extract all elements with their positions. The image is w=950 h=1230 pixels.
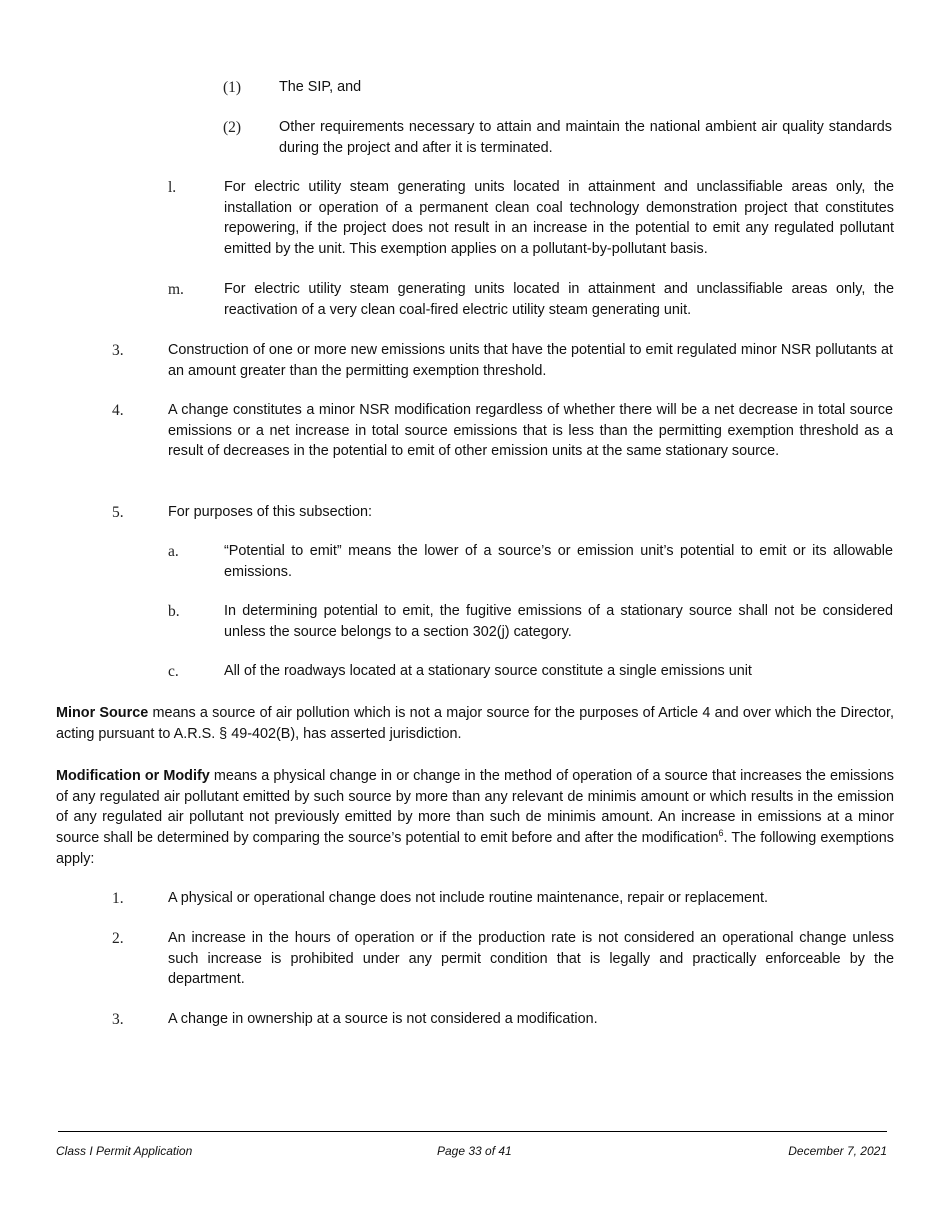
list-item [112, 1009, 894, 1030]
footnote-reference[interactable]: 6 [718, 828, 724, 839]
footer-divider [58, 1131, 887, 1132]
list-item-text: Construction of one or more new emissions units that have the potential to emit regulated minor NSR pollutants at an amount greater than the permitting exemption threshold. [168, 342, 893, 379]
list-item-text: “Potential to emit” means the lower of a source’s or emission unit’s potential to emit or its allowable emissions. [224, 543, 893, 580]
list-marker: 5. [112, 504, 124, 521]
list-marker: b. [168, 603, 180, 620]
list-marker: 4. [112, 402, 124, 419]
definition-text: means a physical change in or change in the method of operation of a source that increases the emissions of any regulated air pollutant emitted by such source by more than any relevant de minimis amount or which results in the emission of any regulated air pollutant not previously emitted by more than such de minimis amount. An increase in emissions at a minor source shall be determined by comparing the source’s potential to emit before and after the modification [56, 768, 894, 847]
list-marker: c. [168, 663, 179, 680]
list-item [168, 661, 893, 682]
list-item-text: An increase in the hours of operation or if the production rate is not considered an operational change unless such increase is prohibited under any permit condition that is legally and practically enforceable by the department. [168, 930, 894, 988]
definition-text-tail: . The following exemptions apply: [56, 830, 894, 867]
list-marker: a. [168, 543, 179, 560]
list-item [112, 502, 893, 523]
definition-text: means a source of air pollution which is not a major source for the purposes of Article 4 and over which the Director, acting pursuant to A.R.S. § 49-402(B), has asserted jurisdiction. [56, 705, 895, 742]
list-item-text: For electric utility steam generating units located in attainment and unclassifiable areas only, the reactivation of a very clean coal-fired electric utility steam generating unit. [224, 281, 894, 318]
list-marker: m. [168, 281, 184, 298]
list-marker: 2. [112, 930, 124, 947]
list-item [223, 77, 892, 98]
list-item-text: Other requirements necessary to attain and maintain the national ambient air quality standards during the project and after it is terminated. [279, 119, 892, 156]
list-item [168, 541, 893, 582]
list-item-text: All of the roadways located at a stationary source constitute a single emissions unit [224, 663, 752, 679]
definition-term: Modification or Modify [56, 768, 210, 784]
list-marker: 3. [112, 1011, 124, 1028]
list-marker: l. [168, 179, 177, 196]
list-item-text: In determining potential to emit, the fugitive emissions of a stationary source shall not be considered unless the source belongs to a section 302(j) category. [224, 603, 893, 640]
list-item [168, 279, 894, 320]
footer-date: December 7, 2021 [788, 1144, 887, 1158]
list-item-text: A change in ownership at a source is not considered a modification. [168, 1011, 598, 1027]
list-marker: 3. [112, 342, 124, 359]
list-marker: (2) [223, 119, 242, 136]
list-item [112, 340, 893, 381]
footer-page-number: Page 33 of 41 [437, 1144, 512, 1158]
list-item-text: A change constitutes a minor NSR modification regardless of whether there will be a net decrease in total source emissions or a net increase in total source emissions that is less than the permitting exemption threshold as a result of decreases in the potential to emit of other emission units at the same stationary source. [168, 402, 893, 460]
list-marker: (1) [223, 79, 242, 96]
list-item-text: A physical or operational change does not include routine maintenance, repair or replacement. [168, 890, 768, 906]
list-item [168, 601, 893, 642]
list-item [112, 400, 893, 462]
list-item [223, 117, 892, 158]
minor-source-definition [56, 703, 894, 744]
definition-term: Minor Source [56, 705, 149, 721]
list-item [112, 888, 894, 909]
modification-definition [56, 766, 894, 870]
list-item [168, 177, 894, 260]
list-item-text: The SIP, and [279, 79, 362, 95]
list-item-text: For purposes of this subsection: [168, 504, 372, 520]
list-item-text: For electric utility steam generating units located in attainment and unclassifiable areas only, the installation or operation of a permanent clean coal technology demonstration project that constitutes repowering, if the project does not result in an increase in the potential to emit any regulated pollutant emitted by the unit. This exemption applies on a pollutant-by-pollutant basis. [224, 179, 894, 258]
list-marker: 1. [112, 890, 124, 907]
footer-document-title: Class I Permit Application [56, 1144, 193, 1158]
list-item [112, 928, 894, 990]
